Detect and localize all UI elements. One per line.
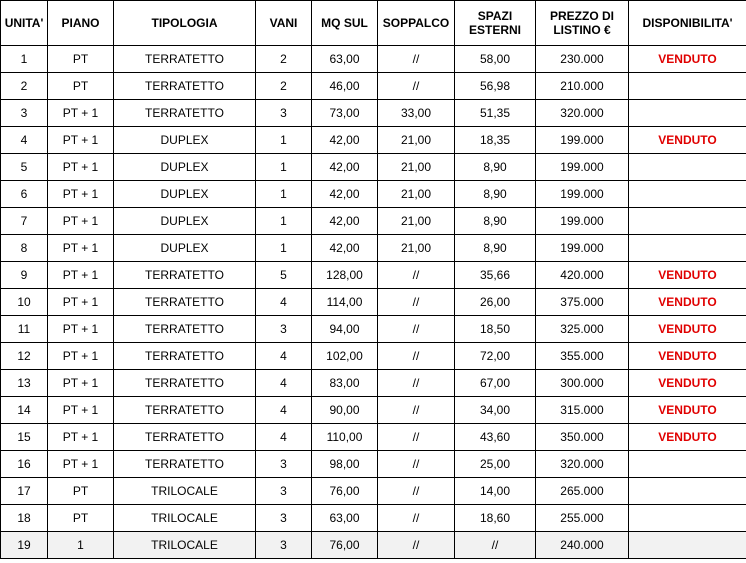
cell-unita: 12 (1, 343, 48, 370)
header-row (1, 1, 746, 46)
table-row (1, 424, 746, 451)
cell-unita: 2 (1, 73, 48, 100)
col-header-mq-sul: MQ SUL (312, 1, 378, 46)
cell-spazi-esterni: 67,00 (455, 370, 536, 397)
col-header-unita: UNITA' (1, 1, 48, 46)
cell-mq-sul: 63,00 (312, 46, 378, 73)
cell-piano: PT + 1 (48, 127, 114, 154)
cell-vani: 1 (256, 127, 312, 154)
cell-piano: PT + 1 (48, 370, 114, 397)
cell-tipologia: DUPLEX (114, 235, 256, 262)
cell-unita: 10 (1, 289, 48, 316)
cell-tipologia: TERRATETTO (114, 424, 256, 451)
cell-disponibilita: VENDUTO (629, 397, 746, 424)
cell-prezzo: 320.000 (536, 100, 629, 127)
cell-soppalco: 21,00 (378, 235, 455, 262)
table-row (1, 154, 746, 181)
cell-disponibilita (629, 154, 746, 181)
cell-tipologia: TERRATETTO (114, 451, 256, 478)
cell-piano: PT + 1 (48, 235, 114, 262)
cell-tipologia: TERRATETTO (114, 100, 256, 127)
cell-disponibilita: VENDUTO (629, 343, 746, 370)
cell-spazi-esterni: 25,00 (455, 451, 536, 478)
cell-tipologia: DUPLEX (114, 181, 256, 208)
cell-disponibilita: VENDUTO (629, 262, 746, 289)
cell-mq-sul: 128,00 (312, 262, 378, 289)
cell-mq-sul: 110,00 (312, 424, 378, 451)
cell-prezzo: 199.000 (536, 154, 629, 181)
table-row (1, 262, 746, 289)
cell-unita: 11 (1, 316, 48, 343)
table-row (1, 451, 746, 478)
cell-tipologia: TERRATETTO (114, 262, 256, 289)
cell-soppalco: // (378, 478, 455, 505)
cell-prezzo: 199.000 (536, 127, 629, 154)
cell-unita: 7 (1, 208, 48, 235)
cell-spazi-esterni: 8,90 (455, 181, 536, 208)
table-row (1, 478, 746, 505)
cell-vani: 3 (256, 478, 312, 505)
cell-piano: PT (48, 505, 114, 532)
cell-soppalco: 21,00 (378, 181, 455, 208)
cell-vani: 5 (256, 262, 312, 289)
col-header-disponibilita: DISPONIBILITA' (629, 1, 746, 46)
cell-vani: 4 (256, 343, 312, 370)
cell-prezzo: 255.000 (536, 505, 629, 532)
cell-disponibilita: VENDUTO (629, 316, 746, 343)
col-header-soppalco: SOPPALCO (378, 1, 455, 46)
cell-spazi-esterni: 18,50 (455, 316, 536, 343)
cell-mq-sul: 42,00 (312, 154, 378, 181)
cell-soppalco: // (378, 73, 455, 100)
cell-vani: 4 (256, 424, 312, 451)
cell-unita: 16 (1, 451, 48, 478)
cell-soppalco: // (378, 289, 455, 316)
cell-soppalco: // (378, 316, 455, 343)
cell-mq-sul: 63,00 (312, 505, 378, 532)
cell-prezzo: 375.000 (536, 289, 629, 316)
cell-mq-sul: 46,00 (312, 73, 378, 100)
cell-vani: 1 (256, 181, 312, 208)
col-header-tipologia: TIPOLOGIA (114, 1, 256, 46)
cell-mq-sul: 76,00 (312, 532, 378, 559)
cell-spazi-esterni: 8,90 (455, 235, 536, 262)
cell-vani: 4 (256, 289, 312, 316)
cell-disponibilita: VENDUTO (629, 424, 746, 451)
table-row (1, 73, 746, 100)
cell-tipologia: DUPLEX (114, 154, 256, 181)
cell-spazi-esterni: 34,00 (455, 397, 536, 424)
cell-mq-sul: 94,00 (312, 316, 378, 343)
cell-prezzo: 355.000 (536, 343, 629, 370)
cell-vani: 1 (256, 154, 312, 181)
cell-soppalco: // (378, 262, 455, 289)
cell-unita: 1 (1, 46, 48, 73)
cell-mq-sul: 102,00 (312, 343, 378, 370)
cell-unita: 5 (1, 154, 48, 181)
col-header-vani: VANI (256, 1, 312, 46)
cell-disponibilita (629, 505, 746, 532)
col-header-prezzo: PREZZO DI LISTINO € (536, 1, 629, 46)
cell-disponibilita (629, 478, 746, 505)
cell-unita: 3 (1, 100, 48, 127)
cell-unita: 4 (1, 127, 48, 154)
cell-mq-sul: 83,00 (312, 370, 378, 397)
cell-soppalco: 21,00 (378, 208, 455, 235)
cell-vani: 3 (256, 505, 312, 532)
cell-soppalco: // (378, 505, 455, 532)
cell-spazi-esterni: 72,00 (455, 343, 536, 370)
cell-piano: PT (48, 73, 114, 100)
cell-disponibilita: VENDUTO (629, 289, 746, 316)
cell-piano: PT + 1 (48, 451, 114, 478)
cell-unita: 17 (1, 478, 48, 505)
cell-piano: PT + 1 (48, 397, 114, 424)
cell-prezzo: 230.000 (536, 46, 629, 73)
cell-spazi-esterni: 51,35 (455, 100, 536, 127)
cell-mq-sul: 73,00 (312, 100, 378, 127)
cell-prezzo: 300.000 (536, 370, 629, 397)
cell-tipologia: TERRATETTO (114, 343, 256, 370)
table-row (1, 181, 746, 208)
cell-piano: PT + 1 (48, 181, 114, 208)
cell-unita: 8 (1, 235, 48, 262)
cell-mq-sul: 76,00 (312, 478, 378, 505)
col-header-spazi-esterni: SPAZI ESTERNI (455, 1, 536, 46)
cell-prezzo: 199.000 (536, 235, 629, 262)
cell-vani: 2 (256, 46, 312, 73)
cell-spazi-esterni: 8,90 (455, 154, 536, 181)
cell-tipologia: TERRATETTO (114, 316, 256, 343)
cell-mq-sul: 42,00 (312, 181, 378, 208)
cell-piano: PT + 1 (48, 262, 114, 289)
cell-disponibilita: VENDUTO (629, 370, 746, 397)
cell-soppalco: 21,00 (378, 154, 455, 181)
cell-tipologia: TERRATETTO (114, 73, 256, 100)
cell-piano: 1 (48, 532, 114, 559)
cell-mq-sul: 90,00 (312, 397, 378, 424)
cell-mq-sul: 42,00 (312, 208, 378, 235)
table-row (1, 127, 746, 154)
table-row (1, 532, 746, 559)
cell-soppalco: // (378, 46, 455, 73)
cell-soppalco: 21,00 (378, 127, 455, 154)
cell-piano: PT + 1 (48, 208, 114, 235)
table-row (1, 46, 746, 73)
cell-spazi-esterni: 26,00 (455, 289, 536, 316)
cell-spazi-esterni: 58,00 (455, 46, 536, 73)
cell-vani: 4 (256, 397, 312, 424)
table-row (1, 370, 746, 397)
cell-prezzo: 420.000 (536, 262, 629, 289)
cell-disponibilita (629, 73, 746, 100)
cell-mq-sul: 42,00 (312, 235, 378, 262)
cell-vani: 3 (256, 451, 312, 478)
cell-unita: 19 (1, 532, 48, 559)
cell-tipologia: TERRATETTO (114, 289, 256, 316)
cell-vani: 1 (256, 235, 312, 262)
cell-prezzo: 320.000 (536, 451, 629, 478)
cell-tipologia: TRILOCALE (114, 505, 256, 532)
cell-tipologia: TRILOCALE (114, 478, 256, 505)
table-row (1, 208, 746, 235)
cell-prezzo: 199.000 (536, 181, 629, 208)
table-row (1, 343, 746, 370)
cell-spazi-esterni: 56,98 (455, 73, 536, 100)
col-header-piano: PIANO (48, 1, 114, 46)
cell-tipologia: DUPLEX (114, 208, 256, 235)
cell-disponibilita (629, 451, 746, 478)
cell-prezzo: 199.000 (536, 208, 629, 235)
cell-unita: 18 (1, 505, 48, 532)
cell-mq-sul: 42,00 (312, 127, 378, 154)
table-row (1, 505, 746, 532)
cell-tipologia: TRILOCALE (114, 532, 256, 559)
cell-piano: PT (48, 46, 114, 73)
cell-prezzo: 210.000 (536, 73, 629, 100)
cell-prezzo: 350.000 (536, 424, 629, 451)
cell-spazi-esterni: 35,66 (455, 262, 536, 289)
cell-spazi-esterni: // (455, 532, 536, 559)
cell-unita: 9 (1, 262, 48, 289)
cell-unita: 15 (1, 424, 48, 451)
cell-vani: 2 (256, 73, 312, 100)
cell-piano: PT + 1 (48, 316, 114, 343)
cell-disponibilita (629, 235, 746, 262)
cell-vani: 3 (256, 532, 312, 559)
cell-spazi-esterni: 43,60 (455, 424, 536, 451)
table-row (1, 289, 746, 316)
cell-soppalco: // (378, 370, 455, 397)
cell-vani: 3 (256, 100, 312, 127)
cell-soppalco: 33,00 (378, 100, 455, 127)
cell-soppalco: // (378, 424, 455, 451)
cell-unita: 6 (1, 181, 48, 208)
cell-tipologia: DUPLEX (114, 127, 256, 154)
cell-prezzo: 325.000 (536, 316, 629, 343)
table-row (1, 316, 746, 343)
cell-tipologia: TERRATETTO (114, 46, 256, 73)
table-body (1, 46, 746, 559)
cell-disponibilita: VENDUTO (629, 46, 746, 73)
table-row (1, 235, 746, 262)
cell-spazi-esterni: 18,35 (455, 127, 536, 154)
cell-mq-sul: 98,00 (312, 451, 378, 478)
cell-soppalco: // (378, 343, 455, 370)
cell-soppalco: // (378, 397, 455, 424)
cell-soppalco: // (378, 451, 455, 478)
cell-unita: 13 (1, 370, 48, 397)
cell-spazi-esterni: 18,60 (455, 505, 536, 532)
cell-disponibilita (629, 181, 746, 208)
table-row (1, 100, 746, 127)
table-row (1, 397, 746, 424)
cell-spazi-esterni: 8,90 (455, 208, 536, 235)
cell-vani: 1 (256, 208, 312, 235)
cell-soppalco: // (378, 532, 455, 559)
cell-piano: PT + 1 (48, 154, 114, 181)
cell-prezzo: 240.000 (536, 532, 629, 559)
cell-tipologia: TERRATETTO (114, 397, 256, 424)
cell-piano: PT + 1 (48, 343, 114, 370)
cell-unita: 14 (1, 397, 48, 424)
cell-vani: 3 (256, 316, 312, 343)
cell-disponibilita (629, 208, 746, 235)
cell-spazi-esterni: 14,00 (455, 478, 536, 505)
cell-prezzo: 265.000 (536, 478, 629, 505)
cell-disponibilita (629, 100, 746, 127)
cell-piano: PT + 1 (48, 289, 114, 316)
cell-mq-sul: 114,00 (312, 289, 378, 316)
cell-prezzo: 315.000 (536, 397, 629, 424)
cell-disponibilita (629, 532, 746, 559)
cell-disponibilita: VENDUTO (629, 127, 746, 154)
cell-piano: PT + 1 (48, 100, 114, 127)
cell-piano: PT + 1 (48, 424, 114, 451)
cell-vani: 4 (256, 370, 312, 397)
cell-piano: PT (48, 478, 114, 505)
cell-tipologia: TERRATETTO (114, 370, 256, 397)
